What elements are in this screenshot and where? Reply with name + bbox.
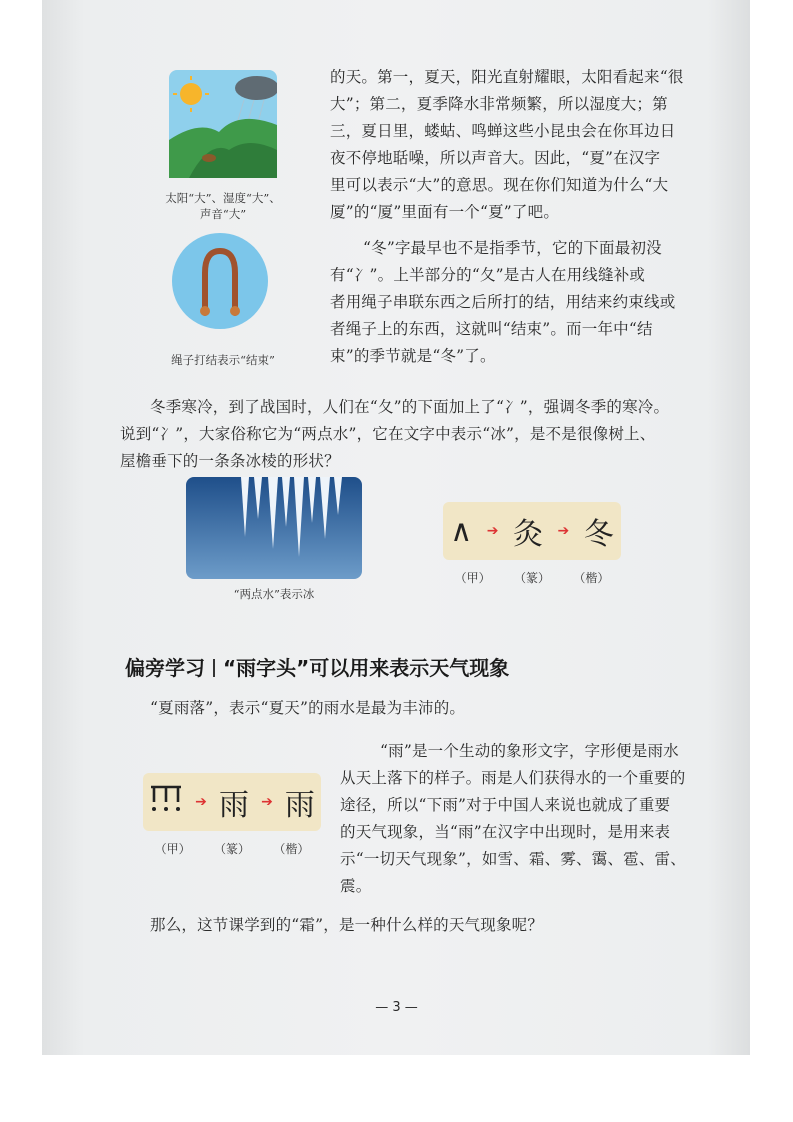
text-line: 屋檐垂下的一条条冰棱的形状？ <box>120 452 340 470</box>
dong-seal-glyph: 灸 <box>512 517 543 552</box>
icicle-photo <box>186 477 362 579</box>
paragraph-winter <box>330 235 720 370</box>
script-label: （篆） <box>513 571 550 585</box>
script-label: （甲） <box>454 571 491 585</box>
dong-regular-glyph: 冬 <box>583 517 614 552</box>
yu-seal-glyph: 雨 <box>218 788 249 823</box>
section-heading <box>125 652 509 681</box>
text-line: 有“冫”。上半部分的“夂”是古人在用线缝补或 <box>330 266 646 284</box>
text-line: 途径，所以“下雨”对于中国人来说也就成了重要 <box>340 796 671 814</box>
yu-regular-glyph: 雨 <box>284 788 315 823</box>
script-label: （楷） <box>273 842 310 856</box>
caption-sun-line2: 声音“大” <box>199 207 247 221</box>
divider <box>213 659 215 677</box>
arrow-right-icon: ➔ <box>486 523 499 539</box>
yu-oracle-icon <box>149 782 183 814</box>
paragraph-ice <box>120 394 720 475</box>
text-line: 里可以表示“大”的意思。现在你们知道为什么“大 <box>330 176 669 194</box>
text-line: 厦”的“厦”里面有一个“夏”了吧。 <box>330 203 560 221</box>
dong-oracle-glyph: ∧ <box>450 513 473 549</box>
summer-illustration <box>169 70 277 178</box>
dong-evolution-panel <box>443 502 621 560</box>
rope-knot-illustration <box>172 233 268 329</box>
text-line: 者用绳子串联东西之后所打的结，用结来约束线或 <box>330 293 676 311</box>
arrow-right-icon: ➔ <box>195 794 207 810</box>
script-label: （甲） <box>154 842 191 856</box>
text-line: 者绳子上的东西，这就叫“结束”。而一年中“结 <box>330 320 653 338</box>
paragraph-summer-rain: “夏雨落”，表示“夏天”的雨水是最为丰沛的。 <box>150 699 466 717</box>
text-line: 震。 <box>340 877 372 895</box>
paragraph-rain <box>340 738 720 900</box>
heading-label: 偏旁学习 <box>125 656 205 680</box>
script-label: （楷） <box>573 571 610 585</box>
text-line: 大”；第二，夏季降水非常频繁，所以湿度大；第 <box>330 95 668 113</box>
arrow-right-icon: ➔ <box>557 523 570 539</box>
yu-script-labels <box>143 840 321 857</box>
caption-sun-line1: 太阳“大”、湿度“大”、 <box>165 191 281 205</box>
paragraph-summer <box>330 64 720 226</box>
caption-rope: 绳子打结表示“结束” <box>171 353 275 367</box>
text-line: 夜不停地聒噪，所以声音大。因此，“夏”在汉字 <box>330 149 661 167</box>
text-line: 从天上落下的样子。雨是人们获得水的一个重要的 <box>340 769 686 787</box>
script-label: （篆） <box>213 842 250 856</box>
caption-ice: “两点水”表示冰 <box>233 587 315 601</box>
text-line: 三，夏日里，蝼蛄、鸣蝉这些小昆虫会在你耳边日 <box>330 122 676 140</box>
text-line: “雨”是一个生动的象形文字，字形便是雨水 <box>380 742 679 760</box>
dong-script-labels <box>443 569 621 586</box>
caption-sun <box>133 190 313 222</box>
text-line: 束”的季节就是“冬”了。 <box>330 347 496 365</box>
yu-oracle-glyph <box>149 782 183 822</box>
arrow-right-icon: ➔ <box>261 794 273 810</box>
page-number: — 3 — <box>375 1000 418 1015</box>
text-line: 示“一切天气现象”，如雪、霜、雾、霭、雹、雷、 <box>340 850 686 868</box>
text-line: 的天。第一，夏天，阳光直射耀眼，太阳看起来“很 <box>330 68 684 86</box>
text-line: “冬”字最早也不是指季节，它的下面最初没 <box>363 239 662 257</box>
text-line: 冬季寒冷，到了战国时，人们在“夂”的下面加上了“冫”，强调冬季的寒冷。 <box>150 398 670 416</box>
paragraph-question: 那么，这节课学到的“霜”，是一种什么样的天气现象呢？ <box>150 916 544 934</box>
yu-evolution-panel <box>143 773 321 831</box>
heading-title: “雨字头”可以用来表示天气现象 <box>223 656 510 680</box>
text-line: 说到“冫”，大家俗称它为“两点水”，它在文字中表示“冰”，是不是很像树上、 <box>120 425 656 443</box>
text-line: 的天气现象，当“雨”在汉字中出现时，是用来表 <box>340 823 671 841</box>
